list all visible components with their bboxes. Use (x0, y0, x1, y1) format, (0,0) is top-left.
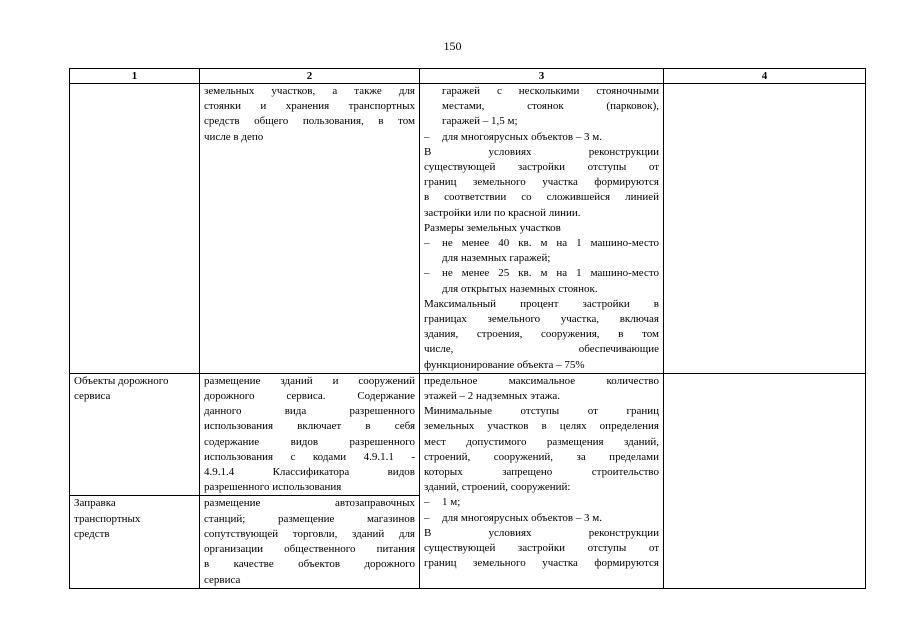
text-line: Объекты дорожного (74, 374, 169, 387)
header-row (70, 69, 866, 84)
header-col-2: 2 (200, 69, 420, 84)
list-item (424, 495, 659, 510)
text-line: этажей – 2 надземных этажа. (424, 390, 561, 403)
text-line: размещение зданий и сооружений (204, 374, 415, 387)
text-line: размещение автозаправочных (204, 497, 415, 510)
paragraph (424, 404, 659, 495)
text-line: сопутствующей торговли, зданий для (204, 527, 415, 540)
text-line: в качестве объектов дорожного (204, 558, 415, 571)
text-line: границ земельного участка формируются (424, 176, 659, 189)
text-line: гаражей с несколькими стояночными (442, 85, 659, 97)
text-line: для многоярусных объектов – 3 м. (442, 511, 603, 524)
text-line: транспортных (74, 512, 141, 525)
text-line: для наземных гаражей; (442, 252, 551, 265)
text-line: строений, сооружений, за пределами (424, 450, 659, 463)
dash-marker: – (424, 496, 430, 509)
text-line: Минимальные отступы от границ (424, 405, 659, 418)
text-line: не менее 40 кв. м на 1 машино-место (442, 237, 659, 250)
paragraph (424, 221, 659, 236)
row2-col3 (420, 373, 664, 588)
text-line: В условиях реконструкции (424, 145, 659, 158)
text-line: 4.9.1.4 Классификатора видов (204, 466, 415, 479)
text-line: Максимальный процент застройки в (424, 297, 659, 310)
text-line: не менее 25 кв. м на 1 машино-место (442, 267, 659, 280)
text-line: мест допустимого размещения зданий, (424, 435, 659, 448)
page-number: 150 (443, 39, 462, 53)
text-line: существующей застройки отступы от (424, 542, 659, 555)
paragraph (424, 526, 659, 572)
text-line: гаражей – 1,5 м; (442, 115, 518, 128)
text-line: разрешенного использования (204, 481, 342, 494)
text-line: содержание видов разрешенного (204, 435, 415, 448)
text-line: для открытых наземных стоянок. (442, 282, 598, 295)
text-line: для многоярусных объектов – 3 м. (442, 130, 603, 143)
text-line: станций; размещение магазинов (204, 512, 415, 525)
dash-marker: – (424, 267, 430, 280)
row1-col1 (70, 84, 200, 374)
text-line: здания, строения, сооружения, в том (424, 328, 659, 341)
text-line: в соответствии со сложившейся линией (424, 191, 659, 204)
table-row (70, 84, 866, 374)
dash-marker: – (424, 511, 430, 524)
text-line: земельных участков, а также для (204, 85, 415, 97)
text-line: сервиса (204, 573, 241, 586)
text-line: числе в депо (204, 130, 264, 143)
row3-col1 (70, 496, 200, 588)
dash-marker: – (424, 237, 430, 250)
text-line: В условиях реконструкции (424, 526, 659, 539)
text-line: средств (74, 527, 110, 540)
text-line: данного вида разрешенного (204, 405, 415, 418)
text-line: сервиса (74, 390, 111, 403)
list-item (424, 511, 659, 526)
text-line: границах земельного участка, включая (424, 313, 659, 326)
text-line: числе, обеспечивающие (424, 343, 659, 356)
text-line: 1 м; (442, 496, 461, 509)
text-line: Заправка (74, 497, 116, 510)
table-row (70, 373, 866, 496)
text-line: дорожного сервиса. Содержание (204, 390, 415, 403)
row1-col4 (664, 84, 866, 374)
row3-col2 (200, 496, 420, 588)
text-line: границ земельного участка формируются (424, 557, 659, 570)
paragraph (424, 145, 659, 221)
list-item (424, 130, 659, 145)
document-table (69, 68, 866, 589)
paragraph (424, 297, 659, 373)
text-line: Размеры земельных участков (424, 221, 561, 234)
text-line: организации общественного питания (204, 543, 415, 556)
row1-col2 (200, 84, 420, 374)
list-item (424, 266, 659, 296)
text-line: предельное максимальное количество (424, 374, 659, 387)
header-col-3: 3 (420, 69, 664, 84)
row2-col4 (664, 373, 866, 588)
row2-col2 (200, 373, 420, 496)
text-line: использования с кодами 4.9.1.1 - (204, 450, 415, 463)
dash-marker: – (424, 130, 430, 143)
text-line: земельных участков в целях определения (424, 420, 659, 433)
text-line: зданий, строений, сооружений: (424, 481, 571, 494)
text-line: стоянки и хранения транспортных (204, 100, 415, 113)
text-line: которых запрещено строительство (424, 466, 659, 479)
text-line: застройки или по красной линии. (424, 206, 581, 219)
paragraph (424, 374, 659, 404)
text-line: местами, стоянок (парковок), (442, 100, 659, 113)
text-line: средств общего пользования, в том (204, 115, 415, 128)
header-col-1: 1 (70, 69, 200, 84)
header-col-4: 4 (664, 69, 866, 84)
row2-col1 (70, 373, 200, 496)
text-line: функционирование объекта – 75% (424, 358, 585, 371)
text-line: использования включает в себя (204, 420, 415, 433)
text-line: существующей застройки отступы от (424, 161, 659, 174)
row1-col3 (420, 84, 664, 374)
list-item (424, 236, 659, 266)
